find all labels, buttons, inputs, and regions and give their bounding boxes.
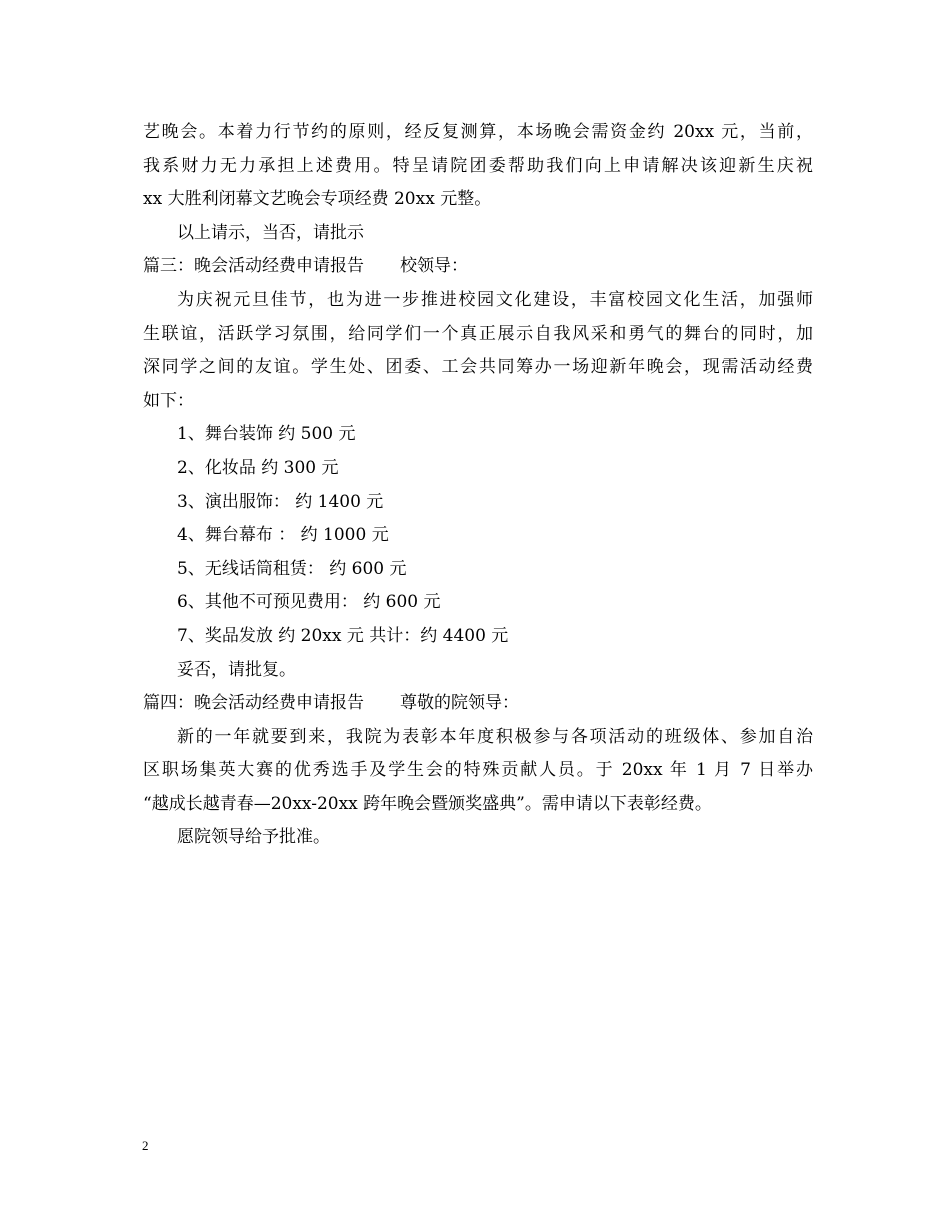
section-3-intro-line-2: 生联谊，活跃学习氛围，给同学们一个真正展示自我风采和勇气的舞台的同时，加 <box>143 323 813 344</box>
section-3-intro-line-4: 如下： <box>143 390 194 411</box>
section-4-heading <box>143 687 813 721</box>
section-4-body-line-3: “越成长越青春—20xx-20xx 跨年晚会暨颁奖盛典”。需申请以下表彰经费。 <box>143 793 712 814</box>
budget-item: 6、其他不可预见费用： 约 600 元 <box>177 592 441 613</box>
budget-item: 7、奖品发放 约 20xx 元 共计：约 4400 元 <box>177 625 509 646</box>
section-3-closing: 妥否，请批复。 <box>177 659 296 680</box>
paragraph-1-line-1: 艺晚会。本着力行节约的原则，经反复测算，本场晚会需资金约 20xx 元，当前， <box>143 122 813 142</box>
document-body <box>143 116 813 855</box>
page-number: 2 <box>142 1138 149 1153</box>
budget-item: 5、无线话筒租赁： 约 600 元 <box>177 558 407 579</box>
budget-item: 1、舞台装饰 约 500 元 <box>177 424 356 445</box>
paragraph-1-line-3: xx 大胜利闭幕文艺晚会专项经费 20xx 元整。 <box>143 189 492 210</box>
section-4-closing: 愿院领导给予批准。 <box>177 827 330 848</box>
section-3-intro-line-3: 深同学之间的友谊。学生处、团委、工会共同筹办一场迎新年晚会，现需活动经费 <box>143 357 813 378</box>
section-3-heading <box>143 250 813 284</box>
section-3-title: 篇三：晚会活动经费申请报告 <box>143 256 364 277</box>
budget-item: 2、化妆品 约 300 元 <box>177 457 339 478</box>
section-3-salutation: 校领导： <box>400 256 468 277</box>
budget-item: 4、舞台幕布 ： 约 1000 元 <box>177 525 389 546</box>
paragraph-1-line-2: 我系财力无力承担上述费用。特呈请院团委帮助我们向上申请解决该迎新生庆祝 <box>143 155 813 176</box>
section-3-intro-line-1: 为庆祝元旦佳节，也为进一步推进校园文化建设，丰富校园文化生活，加强师 <box>177 289 813 310</box>
budget-item: 3、演出服饰： 约 1400 元 <box>177 491 384 512</box>
section-4-body-line-1: 新的一年就要到来，我院为表彰本年度积极参与各项活动的班级体、参加自治 <box>177 726 813 747</box>
section-4-body-line-2: 区职场集英大赛的优秀选手及学生会的特殊贡献人员。于 20xx 年 1 月 7 日举办 <box>143 760 813 781</box>
section-4-title: 篇四：晚会活动经费申请报告 <box>143 693 364 714</box>
closing-request: 以上请示，当否，请批示 <box>177 222 364 243</box>
section-4-salutation: 尊敬的院领导： <box>400 693 519 714</box>
